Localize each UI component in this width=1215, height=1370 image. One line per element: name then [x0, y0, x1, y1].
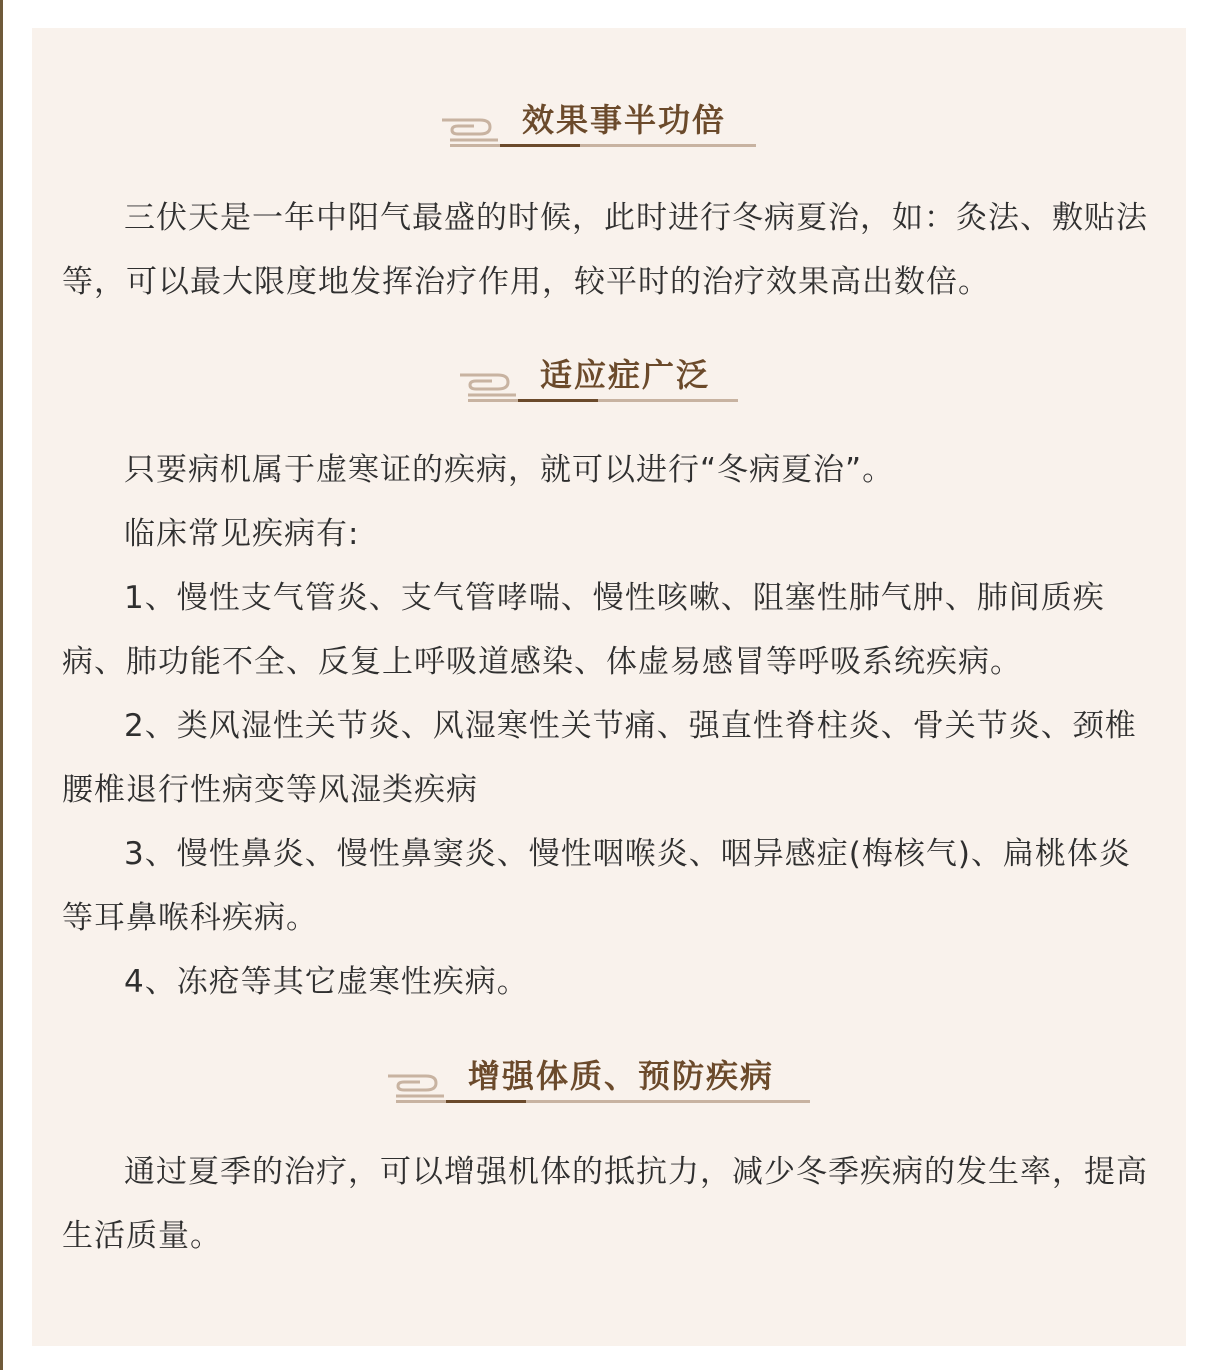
left-border-line	[0, 0, 3, 1370]
paragraph: 三伏天是一年中阳气最盛的时候，此时进行冬病夏治，如：灸法、敷贴法等，可以最大限度地发挥治疗作用，较平时的治疗效果高出数倍。	[62, 200, 1148, 300]
section-heading-3	[32, 1054, 1186, 1114]
content-card	[32, 28, 1186, 1346]
section-title: 增强体质、预防疾病	[468, 1057, 775, 1095]
paragraph: 只要病机属于虚寒证的疾病，就可以进行“冬病夏治”。	[124, 452, 895, 488]
cloud-scroll-icon	[458, 367, 518, 397]
paragraph: 临床常见疾病有:	[124, 516, 360, 552]
title-underline-accent	[446, 1100, 526, 1103]
cloud-scroll-icon	[386, 1068, 446, 1098]
list-item: 2、类风湿性关节炎、风湿寒性关节痛、强直性脊柱炎、骨关节炎、颈椎腰椎退行性病变等风湿类疾病	[62, 708, 1137, 808]
list-item: 3、慢性鼻炎、慢性鼻窦炎、慢性咽喉炎、咽异感症(梅核气)、扁桃体炎等耳鼻喉科疾病。	[62, 836, 1131, 936]
title-underline-accent	[518, 399, 598, 402]
section-heading-1	[32, 98, 1186, 158]
section-title: 适应症广泛	[540, 356, 711, 394]
list-item: 1、慢性支气管炎、支气管哮喘、慢性咳嗽、阻塞性肺气肿、肺间质疾病、肺功能不全、反复上呼吸道感染、体虚易感冒等呼吸系统疾病。	[62, 580, 1105, 680]
list-item: 4、冻疮等其它虚寒性疾病。	[124, 964, 529, 1000]
section-heading-2	[32, 353, 1186, 413]
section-title: 效果事半功倍	[522, 101, 727, 139]
title-underline	[450, 144, 756, 147]
paragraph: 通过夏季的治疗，可以增强机体的抵抗力，减少冬季疾病的发生率，提高生活质量。	[62, 1154, 1148, 1254]
cloud-scroll-icon	[440, 112, 500, 142]
title-underline-accent	[500, 144, 580, 147]
title-underline	[468, 399, 738, 402]
